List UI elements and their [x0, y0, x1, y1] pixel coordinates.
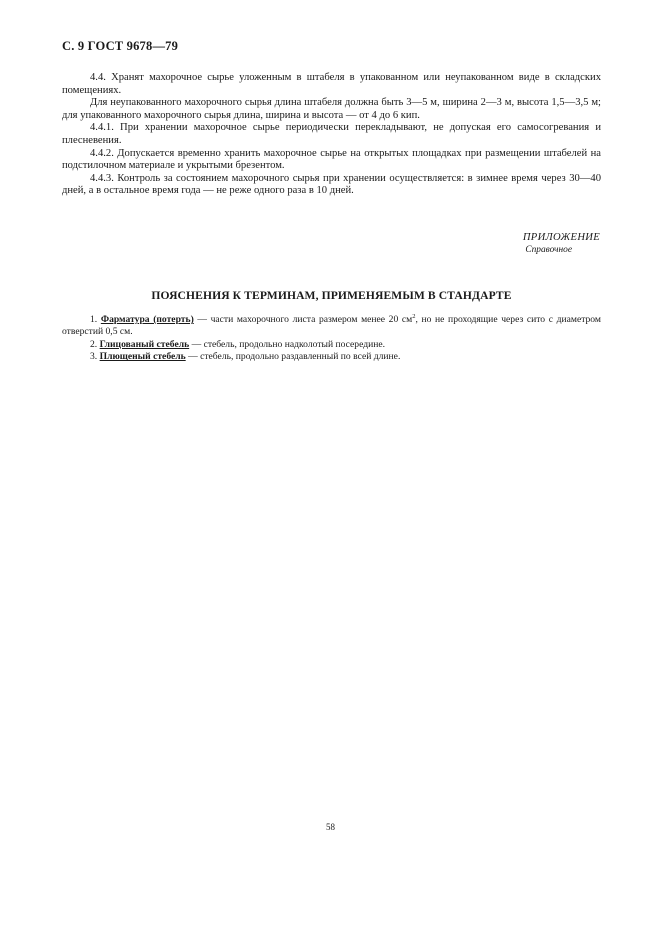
term-definition: — стебель, продольно надколотый посередине.: [189, 338, 386, 350]
page-number: 58: [326, 822, 335, 832]
term-item: [62, 351, 601, 363]
paragraph-4-4-1: 4.4.1. При хранении махорочное сырье периодически перекладывают, не допуская его самосогревания и плесневения.: [62, 122, 601, 146]
terms-list: [62, 314, 601, 364]
term-definition: — части махорочного листа размером менее 20 см: [193, 314, 413, 325]
paragraph-4-4-3: 4.4.3. Контроль за состоянием махорочного сырья при хранении осуществляется: в зимнее время через 30—40 дней, а в остальное время года — не реже одного раза в 10 дней.: [62, 172, 601, 197]
annex-title: ПРИЛОЖЕНИЕ: [522, 232, 600, 243]
annex-subtitle: Справочное: [525, 245, 572, 255]
superscript: 2: [412, 312, 416, 320]
term-number: 3.: [90, 351, 98, 363]
term-name: Фарматура (потерть): [100, 314, 194, 325]
section-title: ПОЯСНЕНИЯ К ТЕРМИНАМ, ПРИМЕНЯЕМЫМ В СТАНДАРТЕ: [151, 289, 512, 302]
page-header: С. 9 ГОСТ 9678—79: [62, 39, 179, 53]
term-number: 2.: [90, 338, 98, 350]
term-item: [62, 339, 601, 351]
term-definition-cont: , но не проходящие через сито с диаметром отверстий 0,5 см.: [62, 314, 601, 338]
storage-section: [62, 72, 601, 198]
term-number: 1.: [90, 314, 98, 325]
term-name: Плющеный стебель: [99, 351, 186, 363]
term-name: Глицованый стебель: [99, 338, 190, 350]
annex-label: [523, 231, 600, 256]
paragraph-stack-dimensions: Для неупакованного махорочного сырья длина штабеля должна быть 3—5 м, ширина 2—3 м, высота 1,5—3,5 м; для упакованного махорочного сырья длина, ширина и высота — от 4 до 6 кип.: [62, 97, 601, 121]
term-definition: — стебель, продольно раздавленный по всей длине.: [185, 351, 401, 363]
paragraph-4-4: 4.4. Хранят махорочное сырье уложенным в штабеля в упакованном или неупакованном виде в складских помещениях.: [62, 72, 601, 96]
paragraph-4-4-2: 4.4.2. Допускается временно хранить махорочное сырье на открытых площадках при размещении штабелей на подстилочном материале и укрытыми брезентом.: [62, 147, 601, 172]
term-item: [62, 314, 601, 339]
